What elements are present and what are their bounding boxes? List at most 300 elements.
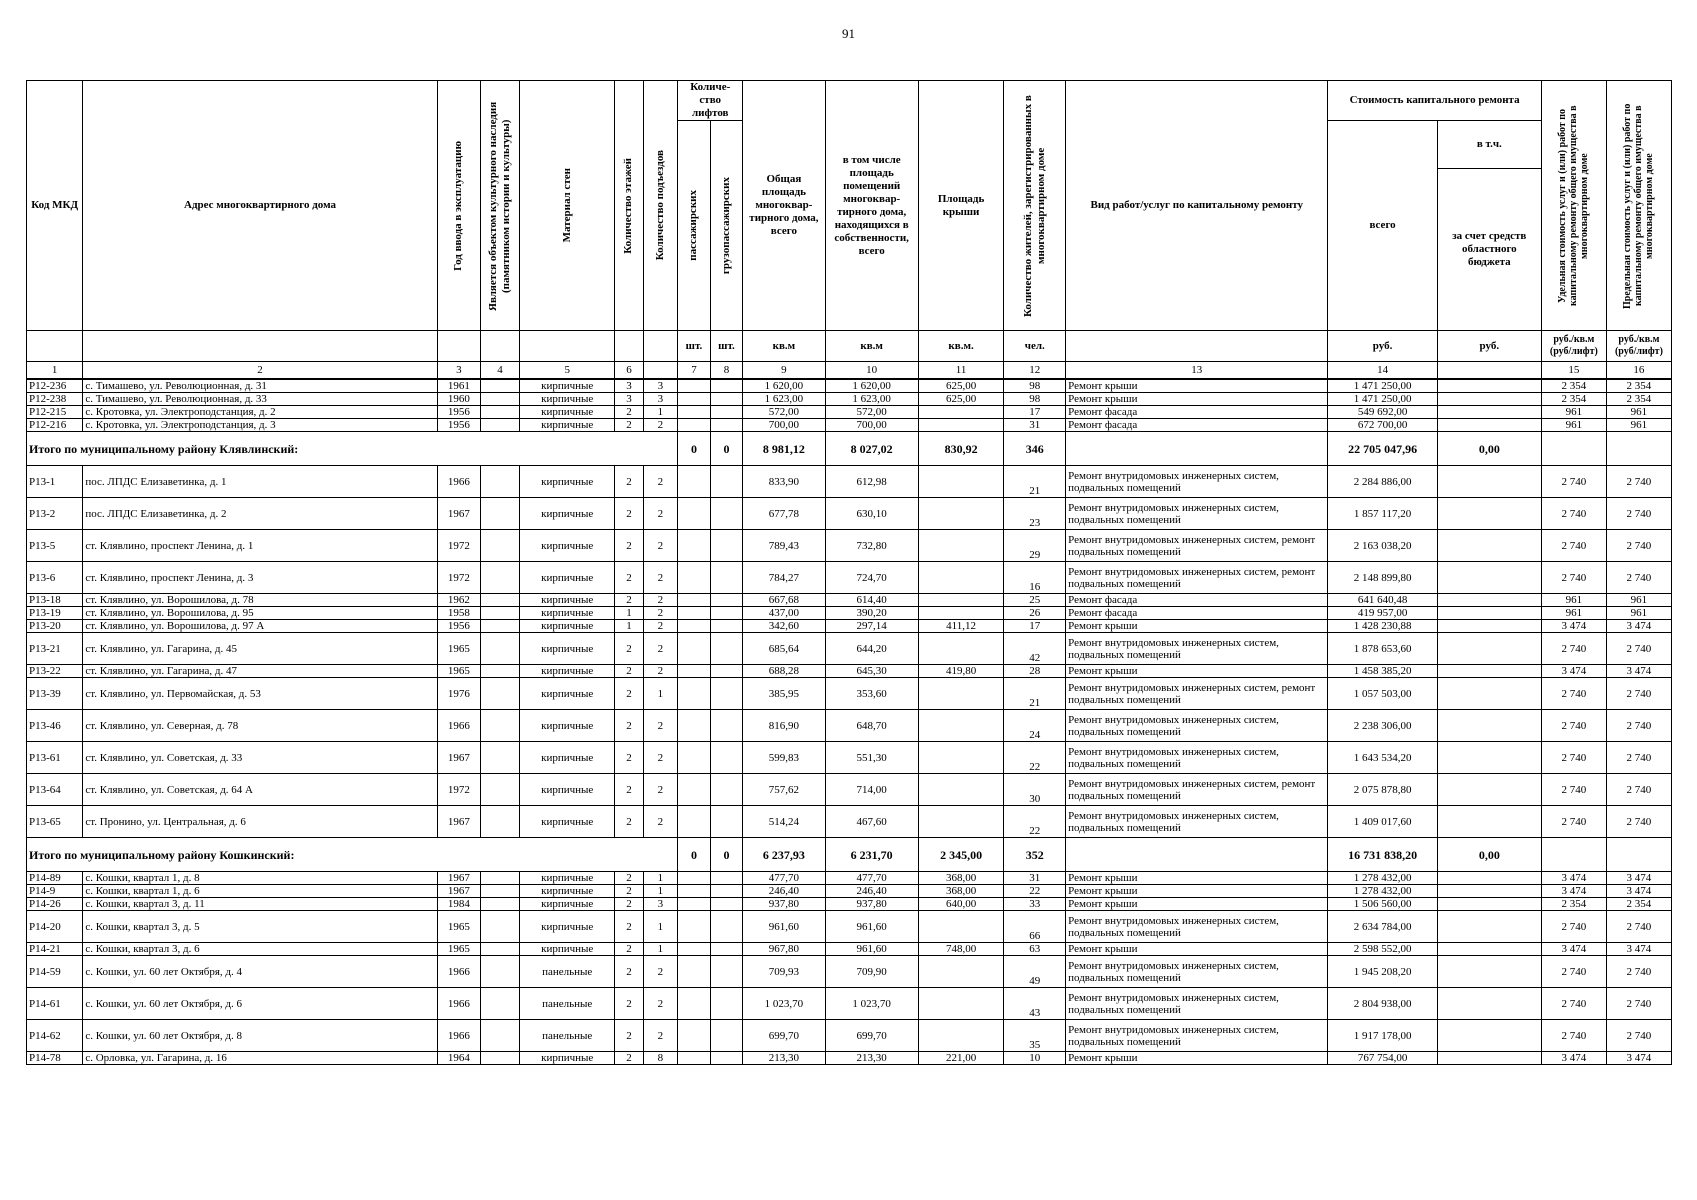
wall-material: кирпичные <box>520 1052 615 1065</box>
header-work-type: Вид работ/услуг по капитальному ремонту <box>1066 81 1328 331</box>
roof-area <box>918 742 1004 774</box>
year: 1965 <box>437 911 480 943</box>
cost-regional <box>1437 393 1541 406</box>
roof-area: 625,00 <box>918 393 1004 406</box>
header-max-cost: Предельная стоимость услуг и (или) работ по капитальному ремонту общего имущества в многоквартирном доме <box>1606 81 1671 331</box>
total-area: 213,30 <box>743 1052 825 1065</box>
residents: 31 <box>1004 419 1066 432</box>
lifts-freight <box>710 665 743 678</box>
floors: 2 <box>615 419 643 432</box>
year: 1962 <box>437 594 480 607</box>
work-type: Ремонт фасада <box>1066 419 1328 432</box>
header-address: Адрес многоквартирного дома <box>83 81 437 331</box>
total-area: 709,93 <box>743 956 825 988</box>
mkd-code: Р13-61 <box>27 742 83 774</box>
heritage <box>481 898 520 911</box>
address: с. Кошки, ул. 60 лет Октября, д. 8 <box>83 1020 437 1052</box>
wall-material: кирпичные <box>520 594 615 607</box>
lifts-pass <box>678 1052 711 1065</box>
work-type: Ремонт внутридомовых инженерных систем, ремонт подвальных помещений <box>1066 562 1328 594</box>
residents: 17 <box>1004 406 1066 419</box>
mkd-code: Р13-6 <box>27 562 83 594</box>
work-type: Ремонт внутридомовых инженерных систем, подвальных помещений <box>1066 806 1328 838</box>
total-area: 833,90 <box>743 466 825 498</box>
lifts-pass <box>678 898 711 911</box>
year: 1966 <box>437 988 480 1020</box>
entrances: 3 <box>643 379 678 393</box>
lifts-pass <box>678 530 711 562</box>
year: 1965 <box>437 943 480 956</box>
cost-total: 2 075 878,80 <box>1328 774 1437 806</box>
work-type: Ремонт крыши <box>1066 665 1328 678</box>
cost-regional <box>1437 898 1541 911</box>
mkd-code: Р14-21 <box>27 943 83 956</box>
table-row <box>27 406 1672 419</box>
table-row <box>27 530 1672 562</box>
heritage <box>481 806 520 838</box>
owned-area: 709,90 <box>825 956 918 988</box>
empty-cell <box>1606 838 1671 872</box>
entrances: 2 <box>643 806 678 838</box>
empty-cell <box>1541 432 1606 466</box>
floors: 2 <box>615 872 643 885</box>
lifts-freight <box>710 620 743 633</box>
cost-regional <box>1437 594 1541 607</box>
cost-total: 1 057 503,00 <box>1328 678 1437 710</box>
owned-area: 390,20 <box>825 607 918 620</box>
roof-area <box>918 1020 1004 1052</box>
address: с. Кошки, квартал 1, д. 6 <box>83 885 437 898</box>
unit-owned-area: кв.м <box>825 331 918 362</box>
wall-material: кирпичные <box>520 885 615 898</box>
mkd-code: Р13-65 <box>27 806 83 838</box>
cost-regional <box>1437 633 1541 665</box>
header-lifts-freight: грузопассажирских <box>710 121 743 331</box>
cost-regional <box>1437 885 1541 898</box>
cost-total: 1 278 432,00 <box>1328 885 1437 898</box>
total-lifts-freight: 0 <box>710 838 743 872</box>
heritage <box>481 678 520 710</box>
lifts-pass <box>678 710 711 742</box>
total-lifts-pass: 0 <box>678 838 711 872</box>
heritage <box>481 562 520 594</box>
table-header <box>27 81 1672 380</box>
table-row <box>27 742 1672 774</box>
header-total-area: Общая площадь многоквар-тирного дома, всего <box>743 81 825 331</box>
mkd-code: Р13-46 <box>27 710 83 742</box>
unit-cost: 2 740 <box>1541 710 1606 742</box>
mkd-code: Р12-238 <box>27 393 83 406</box>
year: 1960 <box>437 393 480 406</box>
year: 1967 <box>437 498 480 530</box>
lifts-pass <box>678 911 711 943</box>
units-row <box>27 331 1672 362</box>
entrances: 2 <box>643 594 678 607</box>
residents: 24 <box>1004 710 1066 742</box>
unit-cost: 3 474 <box>1541 943 1606 956</box>
table-body <box>27 379 1672 1065</box>
max-cost: 3 474 <box>1606 872 1671 885</box>
work-type: Ремонт крыши <box>1066 393 1328 406</box>
year: 1956 <box>437 406 480 419</box>
roof-area <box>918 530 1004 562</box>
address: пос. ЛПДС Елизаветинка, д. 2 <box>83 498 437 530</box>
roof-area: 368,00 <box>918 872 1004 885</box>
residents: 66 <box>1004 911 1066 943</box>
work-type: Ремонт внутридомовых инженерных систем, подвальных помещений <box>1066 633 1328 665</box>
table-row <box>27 466 1672 498</box>
roof-area <box>918 806 1004 838</box>
owned-area: 551,30 <box>825 742 918 774</box>
total-area: 937,80 <box>743 898 825 911</box>
residents: 98 <box>1004 379 1066 393</box>
max-cost: 2 354 <box>1606 393 1671 406</box>
work-type: Ремонт крыши <box>1066 943 1328 956</box>
entrances: 2 <box>643 1020 678 1052</box>
roof-area: 368,00 <box>918 885 1004 898</box>
wall-material: кирпичные <box>520 742 615 774</box>
table-row <box>27 594 1672 607</box>
cost-regional <box>1437 530 1541 562</box>
owned-area: 1 023,70 <box>825 988 918 1020</box>
mkd-code: Р13-22 <box>27 665 83 678</box>
column-number <box>643 362 678 380</box>
lifts-pass <box>678 742 711 774</box>
mkd-code: Р13-2 <box>27 498 83 530</box>
total-area: 816,90 <box>743 710 825 742</box>
unit-cost: 2 740 <box>1541 498 1606 530</box>
column-number: 4 <box>481 362 520 380</box>
floors: 2 <box>615 562 643 594</box>
owned-area: 297,14 <box>825 620 918 633</box>
column-number: 13 <box>1066 362 1328 380</box>
total-area: 784,27 <box>743 562 825 594</box>
heritage <box>481 710 520 742</box>
cost-total: 641 640,48 <box>1328 594 1437 607</box>
residents: 25 <box>1004 594 1066 607</box>
roof-area: 221,00 <box>918 1052 1004 1065</box>
heritage <box>481 633 520 665</box>
year: 1964 <box>437 1052 480 1065</box>
residents: 23 <box>1004 498 1066 530</box>
owned-area: 1 620,00 <box>825 379 918 393</box>
column-number: 16 <box>1606 362 1671 380</box>
year: 1984 <box>437 898 480 911</box>
unit-cost: 3 474 <box>1541 872 1606 885</box>
lifts-freight <box>710 498 743 530</box>
owned-area: 699,70 <box>825 1020 918 1052</box>
table-row <box>27 1020 1672 1052</box>
wall-material: кирпичные <box>520 710 615 742</box>
total-roof-area: 830,92 <box>918 432 1004 466</box>
year: 1956 <box>437 419 480 432</box>
cost-total: 2 163 038,20 <box>1328 530 1437 562</box>
entrances: 1 <box>643 406 678 419</box>
total-owned-area: 6 231,70 <box>825 838 918 872</box>
year: 1966 <box>437 1020 480 1052</box>
unit-cost: 2 354 <box>1541 393 1606 406</box>
unit-cost: 3 474 <box>1541 665 1606 678</box>
header-lifts: Количе-ство лифтов <box>678 81 743 121</box>
max-cost: 961 <box>1606 607 1671 620</box>
column-number: 8 <box>710 362 743 380</box>
unit-cost: 961 <box>1541 607 1606 620</box>
max-cost: 961 <box>1606 406 1671 419</box>
cost-total: 1 471 250,00 <box>1328 379 1437 393</box>
table-row <box>27 943 1672 956</box>
total-label: Итого по муниципальному району Кошкинский: <box>27 838 678 872</box>
lifts-pass <box>678 956 711 988</box>
work-type: Ремонт фасада <box>1066 594 1328 607</box>
cost-total: 1 458 385,20 <box>1328 665 1437 678</box>
header-entrances: Количество подъездов <box>643 81 678 331</box>
lifts-pass <box>678 498 711 530</box>
address: с. Кошки, ул. 60 лет Октября, д. 4 <box>83 956 437 988</box>
lifts-pass <box>678 393 711 406</box>
table-row <box>27 898 1672 911</box>
mkd-code: Р14-26 <box>27 898 83 911</box>
address: ст. Клявлино, ул. Первомайская, д. 53 <box>83 678 437 710</box>
unit-cost: 3 474 <box>1541 620 1606 633</box>
roof-area <box>918 988 1004 1020</box>
total-regional: 0,00 <box>1437 432 1541 466</box>
column-number: 11 <box>918 362 1004 380</box>
year: 1966 <box>437 466 480 498</box>
lifts-pass <box>678 607 711 620</box>
cost-total: 1 878 653,60 <box>1328 633 1437 665</box>
work-type: Ремонт крыши <box>1066 898 1328 911</box>
entrances: 1 <box>643 872 678 885</box>
lifts-freight <box>710 530 743 562</box>
roof-area: 419,80 <box>918 665 1004 678</box>
column-number: 1 <box>27 362 83 380</box>
total-area: 700,00 <box>743 419 825 432</box>
wall-material: кирпичные <box>520 406 615 419</box>
entrances: 2 <box>643 665 678 678</box>
year: 1967 <box>437 742 480 774</box>
unit-cost: 2 740 <box>1541 774 1606 806</box>
entrances: 2 <box>643 774 678 806</box>
entrances: 2 <box>643 498 678 530</box>
column-number: 12 <box>1004 362 1066 380</box>
lifts-freight <box>710 911 743 943</box>
total-area: 342,60 <box>743 620 825 633</box>
entrances: 2 <box>643 607 678 620</box>
total-area: 1 023,70 <box>743 988 825 1020</box>
lifts-freight <box>710 406 743 419</box>
max-cost: 3 474 <box>1606 665 1671 678</box>
roof-area <box>918 956 1004 988</box>
header-unit-cost: Удельная стоимость услуг и (или) работ по капитальному ремонту общего имущества в многоквартирном доме <box>1541 81 1606 331</box>
cost-total: 672 700,00 <box>1328 419 1437 432</box>
total-area: 1 623,00 <box>743 393 825 406</box>
column-number: 15 <box>1541 362 1606 380</box>
total-area: 246,40 <box>743 885 825 898</box>
work-type: Ремонт внутридомовых инженерных систем, ремонт подвальных помещений <box>1066 774 1328 806</box>
address: ст. Пронино, ул. Центральная, д. 6 <box>83 806 437 838</box>
unit-cost: 2 354 <box>1541 379 1606 393</box>
year: 1956 <box>437 620 480 633</box>
lifts-pass <box>678 988 711 1020</box>
column-number: 14 <box>1328 362 1437 380</box>
column-number: 10 <box>825 362 918 380</box>
heritage <box>481 419 520 432</box>
mkd-code: Р13-1 <box>27 466 83 498</box>
lifts-pass <box>678 419 711 432</box>
floors: 2 <box>615 943 643 956</box>
table-row <box>27 379 1672 393</box>
cost-regional <box>1437 419 1541 432</box>
residents: 42 <box>1004 633 1066 665</box>
lifts-pass <box>678 633 711 665</box>
residents: 10 <box>1004 1052 1066 1065</box>
column-number: 7 <box>678 362 711 380</box>
wall-material: кирпичные <box>520 466 615 498</box>
unit-cost: 2 740 <box>1541 466 1606 498</box>
floors: 2 <box>615 774 643 806</box>
mkd-code: Р14-59 <box>27 956 83 988</box>
address: ст. Клявлино, ул. Гагарина, д. 47 <box>83 665 437 678</box>
unit-lifts-freight: шт. <box>710 331 743 362</box>
mkd-code: Р12-216 <box>27 419 83 432</box>
mkd-code: Р14-9 <box>27 885 83 898</box>
unit-unit-cost: руб./кв.м (руб/лифт) <box>1541 331 1606 362</box>
lifts-freight <box>710 678 743 710</box>
year: 1972 <box>437 562 480 594</box>
owned-area: 724,70 <box>825 562 918 594</box>
heritage <box>481 1020 520 1052</box>
cost-regional <box>1437 956 1541 988</box>
unit-cost: 3 474 <box>1541 885 1606 898</box>
max-cost: 2 740 <box>1606 710 1671 742</box>
address: ст. Клявлино, ул. Советская, д. 33 <box>83 742 437 774</box>
table-row <box>27 665 1672 678</box>
wall-material: панельные <box>520 956 615 988</box>
max-cost: 961 <box>1606 594 1671 607</box>
roof-area: 411,12 <box>918 620 1004 633</box>
year: 1965 <box>437 633 480 665</box>
owned-area: 1 623,00 <box>825 393 918 406</box>
total-area: 789,43 <box>743 530 825 562</box>
max-cost: 2 740 <box>1606 678 1671 710</box>
roof-area <box>918 498 1004 530</box>
floors: 2 <box>615 498 643 530</box>
entrances: 8 <box>643 1052 678 1065</box>
cost-regional <box>1437 806 1541 838</box>
cost-regional <box>1437 988 1541 1020</box>
unit-cost: 2 740 <box>1541 678 1606 710</box>
residents: 31 <box>1004 872 1066 885</box>
empty-cell <box>1066 432 1328 466</box>
wall-material: кирпичные <box>520 872 615 885</box>
entrances: 2 <box>643 466 678 498</box>
work-type: Ремонт внутридомовых инженерных систем, подвальных помещений <box>1066 742 1328 774</box>
entrances: 1 <box>643 678 678 710</box>
lifts-freight <box>710 742 743 774</box>
wall-material: кирпичные <box>520 393 615 406</box>
cost-regional <box>1437 678 1541 710</box>
cost-regional <box>1437 498 1541 530</box>
header-cost: Стоимость капитального ремонта <box>1328 81 1541 121</box>
max-cost: 2 740 <box>1606 562 1671 594</box>
residents: 22 <box>1004 742 1066 774</box>
floors: 2 <box>615 956 643 988</box>
cost-total: 2 284 886,00 <box>1328 466 1437 498</box>
floors: 3 <box>615 393 643 406</box>
work-type: Ремонт крыши <box>1066 872 1328 885</box>
unit-max-cost: руб./кв.м (руб/лифт) <box>1606 331 1671 362</box>
entrances: 2 <box>643 620 678 633</box>
unit-cost-regional: руб. <box>1437 331 1541 362</box>
lifts-freight <box>710 943 743 956</box>
lifts-pass <box>678 872 711 885</box>
lifts-freight <box>710 419 743 432</box>
unit-lifts-pass: шт. <box>678 331 711 362</box>
owned-area: 645,30 <box>825 665 918 678</box>
entrances: 2 <box>643 742 678 774</box>
empty-cell <box>1541 838 1606 872</box>
work-type: Ремонт внутридомовых инженерных систем, подвальных помещений <box>1066 1020 1328 1052</box>
roof-area <box>918 607 1004 620</box>
cost-total: 1 917 178,00 <box>1328 1020 1437 1052</box>
entrances: 1 <box>643 911 678 943</box>
total-area: 685,64 <box>743 633 825 665</box>
lifts-pass <box>678 678 711 710</box>
max-cost: 2 740 <box>1606 1020 1671 1052</box>
roof-area <box>918 594 1004 607</box>
floors: 2 <box>615 530 643 562</box>
floors: 2 <box>615 710 643 742</box>
owned-area: 700,00 <box>825 419 918 432</box>
wall-material: кирпичные <box>520 633 615 665</box>
cost-regional <box>1437 406 1541 419</box>
column-numbers-row <box>27 362 1672 380</box>
cost-total: 549 692,00 <box>1328 406 1437 419</box>
mkd-code: Р12-236 <box>27 379 83 393</box>
cost-total: 1 471 250,00 <box>1328 393 1437 406</box>
table-row <box>27 806 1672 838</box>
mkd-code: Р14-62 <box>27 1020 83 1052</box>
lifts-freight <box>710 1020 743 1052</box>
lifts-pass <box>678 885 711 898</box>
lifts-freight <box>710 607 743 620</box>
max-cost: 2 740 <box>1606 956 1671 988</box>
year: 1972 <box>437 774 480 806</box>
heritage <box>481 956 520 988</box>
unit-cost: 2 740 <box>1541 956 1606 988</box>
unit-cost: 2 740 <box>1541 633 1606 665</box>
owned-area: 644,20 <box>825 633 918 665</box>
entrances: 3 <box>643 898 678 911</box>
work-type: Ремонт внутридомовых инженерных систем, ремонт подвальных помещений <box>1066 678 1328 710</box>
header-residents: Количество жителей, зарегистрированных в многоквартирном доме <box>1004 81 1066 331</box>
heritage <box>481 742 520 774</box>
unit-roof-area: кв.м. <box>918 331 1004 362</box>
residents: 22 <box>1004 806 1066 838</box>
lifts-freight <box>710 393 743 406</box>
heritage <box>481 498 520 530</box>
heritage <box>481 872 520 885</box>
table-row <box>27 607 1672 620</box>
owned-area: 614,40 <box>825 594 918 607</box>
max-cost: 2 740 <box>1606 466 1671 498</box>
residents: 21 <box>1004 466 1066 498</box>
max-cost: 3 474 <box>1606 885 1671 898</box>
work-type: Ремонт внутридомовых инженерных систем, ремонт подвальных помещений <box>1066 530 1328 562</box>
unit-cost: 2 740 <box>1541 806 1606 838</box>
repair-table <box>26 80 1672 1065</box>
mkd-code: Р13-39 <box>27 678 83 710</box>
